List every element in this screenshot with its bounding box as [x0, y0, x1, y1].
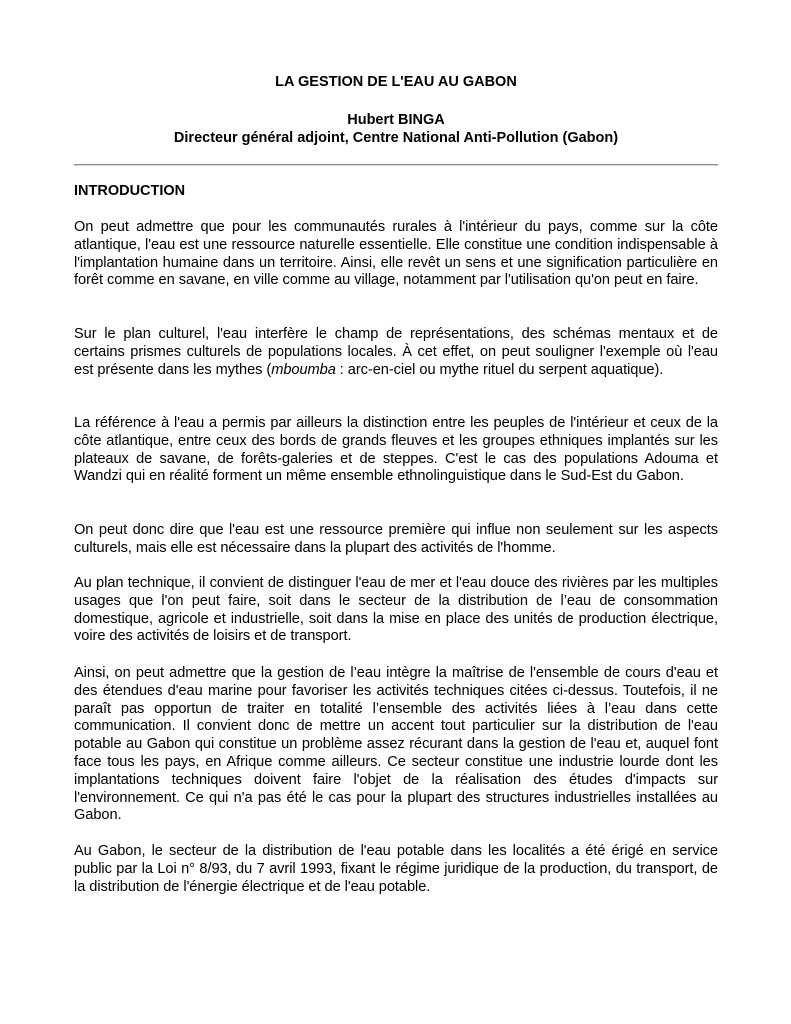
paragraph-2-text-start: Sur le plan culturel, l'eau interfère le champ de représentations, des schémas mentaux et de certains prismes culturels de populations locales. À cet effet, on peut souligner l'exemple où l'eau est présente dans les mythes (: [74, 326, 718, 378]
document-title: LA GESTION DE L'EAU AU GABON: [275, 74, 517, 90]
paragraph-1: On peut admettre que pour les communautés rurales à l'intérieur du pays, comme sur la côte atlantique, l'eau est une ressource naturelle essentielle. Elle constitue une condition indispensable à l'implantation humaine dans un territoire. Ainsi, elle revêt un sens et une signification particulière en forêt comme en savane, en ville comme au village, notamment par l'utilisation qu'on peut en faire.: [74, 219, 718, 289]
paragraph-2-text-end: : arc-en-ciel ou mythe rituel du serpent aquatique).: [335, 361, 664, 378]
paragraph-5: Au plan technique, il convient de distinguer l'eau de mer et l'eau douce des rivières par les multiples usages que l'on peut faire, soit dans le secteur de la distribution de l’eau de consommation domestique, agricole et industrielle, soit dans la mise en place des unités de production électrique, voire des activités de loisirs et de transport.: [74, 575, 718, 645]
section-heading: INTRODUCTION: [74, 183, 186, 199]
author-affiliation: Directeur général adjoint, Centre National Anti-Pollution (Gabon): [173, 130, 619, 146]
paragraph-4: On peut donc dire que l'eau est une ressource première qui influe non seulement sur les aspects culturels, mais elle est nécessaire dans la plupart des activités de l'homme.: [74, 522, 718, 556]
author-name: Hubert BINGA: [347, 112, 445, 128]
paragraph-3: La référence à l'eau a permis par ailleurs la distinction entre les peuples de l'intérieur et ceux de la côte atlantique, entre ceux des bords de grands fleuves et les groupes ethniques implantés sur les plateaux de savane, de forêts-galeries et de steppes. C'est le cas des populations Adouma et Wandzi qui en réalité forment un même ensemble ethnolinguistique dans le Sud-Est du Gabon.: [74, 415, 718, 485]
paragraph-2: [74, 326, 718, 379]
paragraph-2-italic-term: mboumba: [271, 361, 336, 378]
paragraph-7: Au Gabon, le secteur de la distribution de l'eau potable dans les localités a été érigé en service public par la Loi n° 8/93, du 7 avril 1993, fixant le régime juridique de la production, du transport, de la distribution de l'énergie électrique et de l'eau potable.: [74, 843, 718, 895]
horizontal-divider: [74, 164, 718, 166]
paragraph-6: Ainsi, on peut admettre que la gestion de l’eau intègre la maîtrise de l'ensemble de cours d'eau et des étendues d'eau marine pour favoriser les activités techniques citées ci-dessus. Toutefois, il ne paraît pas opportun de traiter en totalité l’ensemble des activités liées à l’eau dans cette communication. Il convient donc de mettre un accent tout particulier sur la distribution de l'eau potable au Gabon qui constitue un problème assez récurant dans la gestion de l'eau et, auquel font face tous les pays, en Afrique comme ailleurs. Ce secteur constitue une industrie lourde dont les implantations techniques doivent faire l'objet de la réalisation des études d'impacts sur l'environnement. Ce qui n'a pas été le cas pour la plupart des structures industrielles installées au Gabon.: [74, 665, 718, 824]
